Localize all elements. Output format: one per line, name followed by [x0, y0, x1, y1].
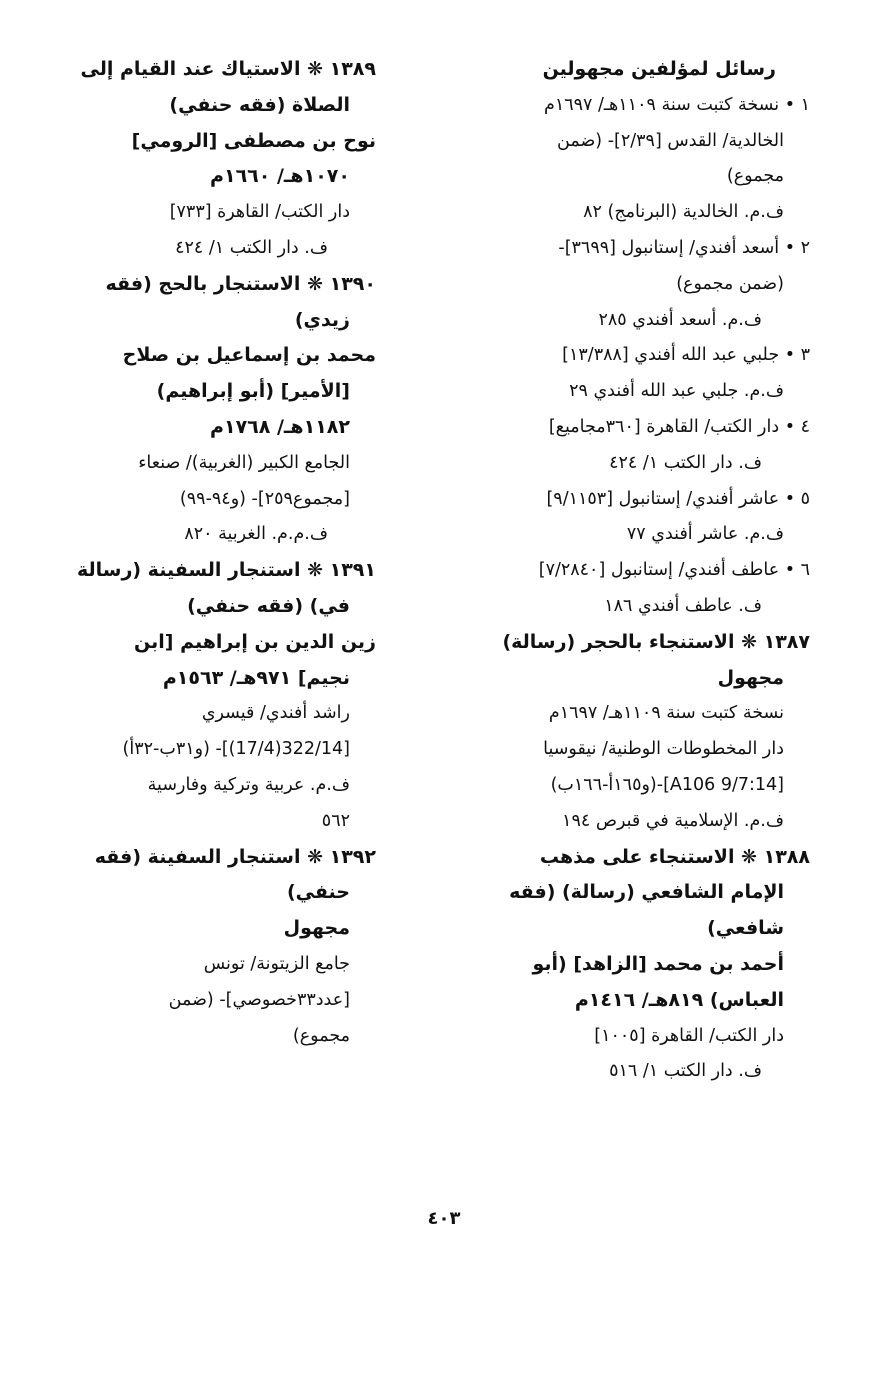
text-line: ١٣٩١ ❋ استنجار السفينة (رسالة	[76, 559, 376, 582]
text-line: ف.م.م. الغربية ٨٢٠	[184, 524, 328, 545]
text-line: ٥ • عاشر أفندي/ إستانبول [٩/١١٥٣]	[546, 488, 810, 509]
text-line: [322/14(17/4)]- (و٣١ب-٣٢أ)	[122, 739, 350, 760]
text-line: محمد بن إسماعيل بن صلاح	[122, 344, 376, 367]
text-line: الصلاة (فقه حنفي)	[169, 93, 350, 116]
text-line: ف. دار الكتب ١/ ٤٢٤	[175, 237, 328, 258]
text-line: ٣ • جلبي عبد الله أفندي [١٣/٣٨٨]	[562, 345, 810, 366]
text-line: ف.م. أسعد أفندي ٢٨٥	[598, 309, 762, 330]
text-line: مجهول	[717, 666, 784, 689]
text-line: حنفي)	[286, 881, 350, 904]
text-line: نسخة كتبت سنة ١١٠٩هـ/ ١٦٩٧م	[548, 703, 784, 724]
text-line: ١٠٧٠هـ/ ١٦٦٠م	[210, 165, 350, 188]
text-line: ف.م. عاشر أفندي ٧٧	[626, 524, 784, 545]
text-line: ٢ • أسعد أفندي/ إستانبول [٣٦٩٩]-	[558, 237, 810, 258]
text-line: ٦ • عاطف أفندي/ إستانبول [٧/٢٨٤٠]	[538, 560, 810, 581]
text-line: الإمام الشافعي (رسالة) (فقه	[509, 881, 784, 904]
text-line: ف.م. جلبي عبد الله أفندي ٢٩	[569, 381, 784, 402]
text-line: (ضمن مجموع)	[676, 273, 784, 294]
text-line: [الأمير] (أبو إبراهيم)	[156, 380, 350, 403]
text-line: ف.م. الإسلامية في قبرص ١٩٤	[562, 810, 784, 831]
page-number: ٤٠٣	[427, 1208, 461, 1229]
text-line: ١٣٨٨ ❋ الاستنجاء على مذهب	[539, 845, 810, 868]
text-line: جامع الزيتونة/ تونس	[203, 953, 350, 974]
text-line: مجموع)	[292, 1025, 350, 1046]
text-line: راشد أفندي/ قيسري	[201, 703, 350, 724]
text-line: دار الكتب/ القاهرة [١٠٠٥]	[594, 1025, 784, 1046]
text-line: مجهول	[283, 917, 350, 940]
text-line: [A106 9/7:14]-(و١٦٥أ-١٦٦ب)	[550, 774, 784, 795]
text-line: ١٣٨٧ ❋ الاستنجاء بالحجر (رسالة)	[502, 630, 810, 653]
text-line: نوح بن مصطفى [الرومي]	[131, 129, 376, 152]
text-line: ف. دار الكتب ١/ ٤٢٤	[609, 452, 762, 473]
text-line: دار المخطوطات الوطنية/ نيقوسيا	[543, 739, 784, 760]
text-line: ١٣٩٢ ❋ استنجار السفينة (فقه	[94, 845, 376, 868]
text-line: ف. عاطف أفندي ١٨٦	[604, 595, 762, 616]
text-line: ١٣٨٩ ❋ الاستياك عند القيام إلى	[80, 58, 376, 80]
text-line: ف. دار الكتب ١/ ٥١٦	[609, 1061, 762, 1082]
text-line: دار الكتب/ القاهرة [٧٣٣]	[169, 202, 350, 223]
text-line: رسائل لمؤلفين مجهولين	[542, 58, 776, 80]
text-line: زين الدين بن إبراهيم [ابن	[134, 630, 376, 653]
text-line: ٥٦٢	[321, 810, 350, 831]
text-line: نجيم] ٩٧١هـ/ ١٥٦٣م	[162, 666, 350, 689]
text-line: أحمد بن محمد [الزاهد] (أبو	[532, 952, 784, 975]
text-line: الخالدية/ القدس [٢/٣٩]- (ضمن	[557, 130, 784, 151]
text-line: ٤ • دار الكتب/ القاهرة [٣٦٠مجاميع]	[548, 416, 810, 437]
text-line: ١١٨٢هـ/ ١٧٦٨م	[210, 415, 350, 438]
text-line: مجموع)	[726, 166, 784, 187]
text-line: العباس) ٨١٩هـ/ ١٤١٦م	[574, 988, 784, 1011]
text-line: [مجموع٢٥٩]- (و٩٤-٩٩)	[179, 488, 350, 509]
text-line: ف.م. الخالدية (البرنامج) ٨٢	[583, 202, 784, 223]
text-line: ف.م. عربية وتركية وفارسية	[147, 774, 350, 795]
text-line: ١٣٩٠ ❋ الاستنجار بالحج (فقه	[105, 272, 376, 295]
right-column	[460, 52, 810, 1090]
text-line: زيدي)	[294, 308, 350, 331]
text-line: ١ • نسخة كتبت سنة ١١٠٩هـ/ ١٦٩٧م	[544, 94, 810, 115]
text-line: شافعي)	[707, 917, 784, 940]
text-line: الجامع الكبير (الغربية)/ صنعاء	[138, 452, 350, 473]
text-line: في) (فقه حنفي)	[187, 594, 350, 617]
text-line: [عدد٣٣خصوصي]- (ضمن	[168, 989, 350, 1010]
left-column	[76, 52, 376, 1054]
